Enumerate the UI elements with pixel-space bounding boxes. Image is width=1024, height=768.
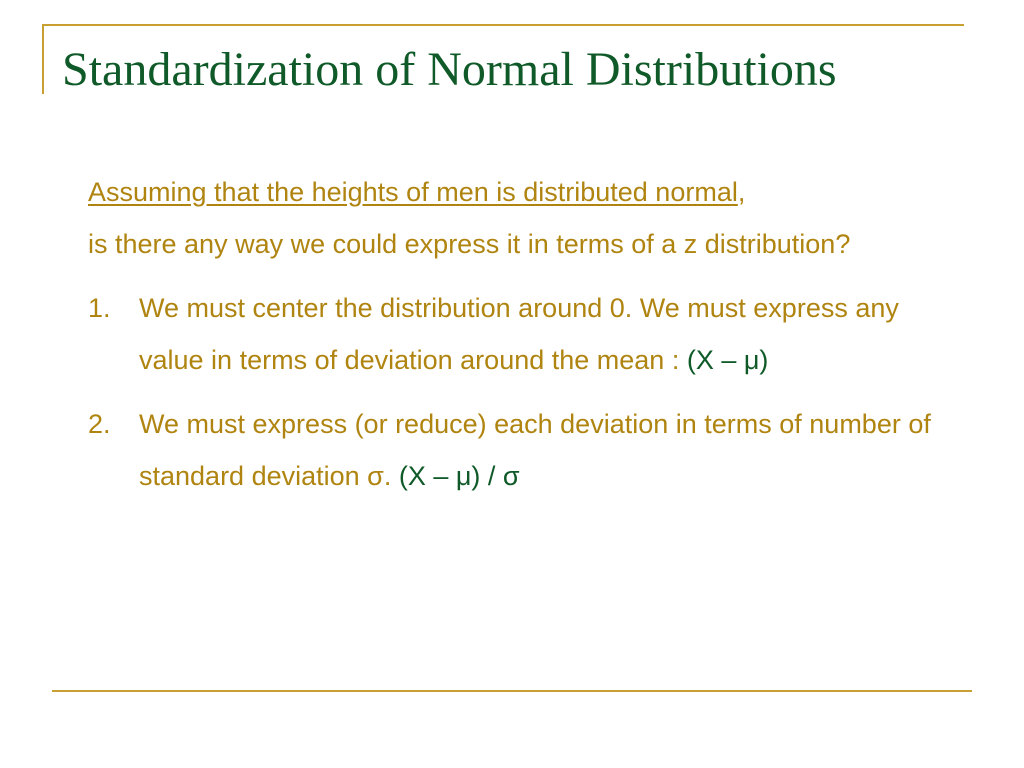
- list-item-2: [88, 398, 958, 502]
- intro-paragraph: [88, 166, 958, 270]
- list-number-2: 2.: [88, 409, 111, 439]
- formula-standardized: (X – μ) / σ: [398, 461, 520, 491]
- formula-deviation: (X – μ): [686, 345, 769, 375]
- top-divider: [42, 24, 964, 26]
- intro-underlined-text: Assuming that the heights of men is distributed normal: [88, 177, 738, 207]
- intro-question-text: is there any way we could express it in terms of a z distribution?: [88, 229, 851, 259]
- list-text-2: We must express (or reduce) each deviation in terms of number of standard deviation σ.: [139, 409, 931, 491]
- list-item-1: [88, 282, 958, 386]
- slide-body: [88, 166, 958, 514]
- numbered-list: [88, 282, 958, 502]
- list-text-1: We must center the distribution around 0. We must express any value in terms of deviation around the mean :: [139, 293, 899, 375]
- list-number-1: 1.: [88, 293, 111, 323]
- left-divider: [42, 24, 44, 94]
- slide-title: Standardization of Normal Distributions: [62, 43, 837, 96]
- bottom-divider: [52, 690, 972, 692]
- intro-comma: ,: [737, 177, 746, 207]
